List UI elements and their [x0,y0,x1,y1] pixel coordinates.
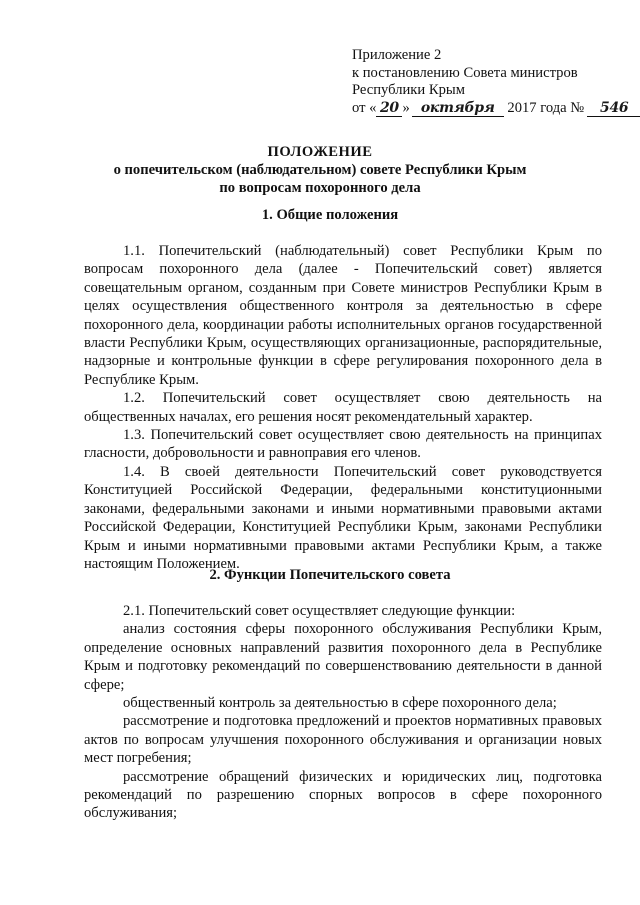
paragraph-2-1: 2.1. Попечительский совет осуществляет следующие функции: [123,603,516,619]
handwritten-month: октября [412,101,504,117]
paragraph-1-2: 1.2. Попечительский совет осуществляет свою деятельность на общественных началах, его решения носят рекомендательный характер. [84,390,602,425]
date-quote-close: » [402,99,410,116]
section-2-heading: 2. Функции Попечительского совета [209,567,451,583]
handwritten-day: 20 [376,101,402,117]
section-2-body [84,602,602,823]
document-subtitle-line-1: о попечительском (наблюдательном) совете Республики Крым [113,162,527,178]
date-year-text: 2017 года № [507,99,585,116]
appendix-line-2: к постановлению Совета министров [352,64,578,81]
appendix-date-line [352,100,640,118]
paragraph-1-1: 1.1. Попечительский (наблюдательный) совет Республики Крым по вопросам похоронного дела (далее - Попечительский совет) является совещательным органом, созданным при Совете министров Республики Крым в целях осуществления общественного контроля за деятельностью в сфере похоронного дела, координации работы исполнительных органов государственной власти Республики Крым, осуществляющих организационные, распорядительные, надзорные и контрольные функции в сфере регулирования похоронного дела в Республике Крым. [84,243,602,388]
document-subtitle-line-2: по вопросам похоронного дела [219,180,421,196]
appendix-line-3: Республики Крым [352,82,465,98]
function-item-control: общественный контроль за деятельностью в сфере похоронного дела; [123,695,557,712]
paragraph-1-3: 1.3. Попечительский совет осуществляет свою деятельность на принципах гласности, добровольности и равноправия его членов. [84,427,602,462]
section-1-heading: 1. Общие положения [261,207,399,223]
function-item-analysis: анализ состояния сферы похоронного обслуживания Республики Крым, определение основных направлений развития похоронного дела в Республике Крым и подготовку рекомендаций по совершенствованию деятельности в данной сфере; [84,621,602,693]
handwritten-number: 546 [587,101,640,117]
document-title: ПОЛОЖЕНИЕ [267,144,373,160]
function-item-drafts: рассмотрение и подготовка предложений и проектов нормативных правовых актов по вопросам улучшения похоронного обслуживания и организации новых мест погребения; [84,713,602,767]
date-prefix: от « [352,99,377,116]
paragraph-1-4: 1.4. В своей деятельности Попечительский совет руководствуется Конституцией Российской Федерации, федеральными конституционными законами, федеральными законами и иными нормативными правовыми актами Российской Федерации, Конституцией Республики Крым, законами Республики Крым и иными нормативными правовыми актами Республики Крым, а также настоящим Положением. [84,463,602,572]
appendix-line-1: Приложение 2 [352,47,442,63]
function-item-appeals: рассмотрение обращений физических и юридических лиц, подготовка рекомендаций по разрешению спорных вопросов в сфере похоронного обслуживания; [84,768,602,822]
section-1-body [84,242,602,573]
appendix-block [352,47,640,117]
